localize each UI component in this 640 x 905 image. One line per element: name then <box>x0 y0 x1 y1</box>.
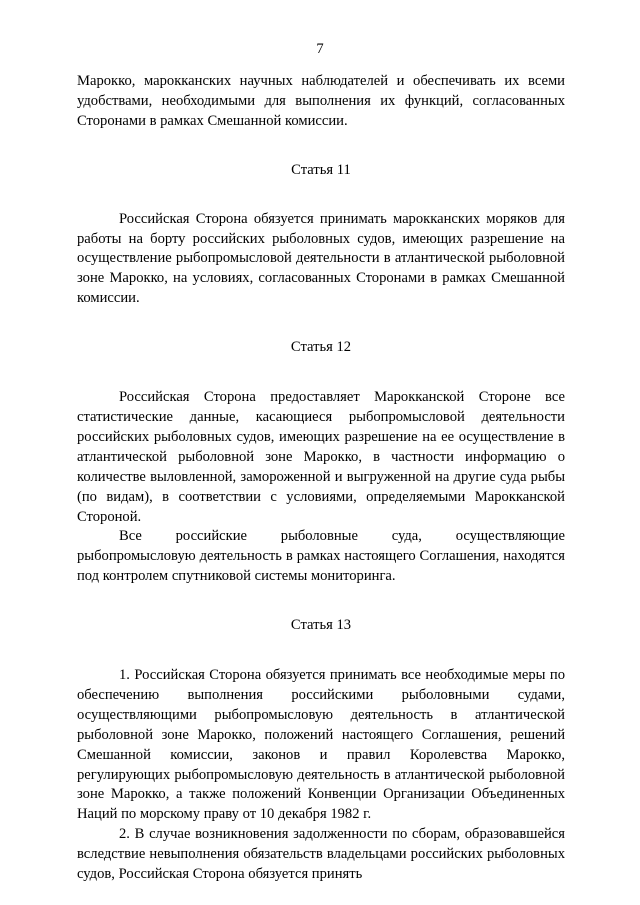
article-11-title: Статья 11 <box>291 161 351 178</box>
article-13-paragraph-1: 1. Российская Сторона обязуется принимать все необходимые меры по обеспечению выполнения российскими рыболовными судами, осуществляющими рыбопромысловую деятельность в атлантической рыболовной зоне Марокко, положений настоящего Соглашения, решений Смешанной комиссии, законов и правил Королевства Марокко, регулирующих рыбопромысловую деятельность в атлантической рыболовной зоне Марокко, а также положений Конвенции Организации Объединенных Наций по морскому праву от 10 декабря 1982 г. <box>77 667 565 823</box>
article-12-paragraph-1: Российская Сторона предоставляет Марокканской Стороне все статистические данные, касающиеся рыбопромысловой деятельности российских рыболовных судов, имеющих разрешение на ее осуществление в атлантической рыболовной зоне Марокко, в частности информацию о количестве выловленной, замороженной и выгруженной на другие суда рыбы (по видам), в соответствии с условиями, определяемыми Марокканской Стороной. <box>77 389 565 525</box>
article-12-title: Статья 12 <box>290 339 352 356</box>
document-body <box>77 72 565 885</box>
article-11-paragraph: Российская Сторона обязуется принимать марокканских моряков для работы на борту российских рыболовных судов, имеющих разрешение на осуществление рыбопромысловой деятельности в атлантической рыболовной зоне Марокко, на условиях, согласованных Сторонами в рамках Смешанной комиссии. <box>77 210 565 307</box>
intro-paragraph: Марокко, марокканских научных наблюдателей и обеспечивать их всеми удобствами, необходимыми для выполнения их функций, согласованных Сторонами в рамках Смешанной комиссии. <box>77 73 565 129</box>
article-13-paragraph-2: 2. В случае возникновения задолженности по сборам, образовавшейся вследствие невыполнения обязательств владельцами российских рыболовных судов, Российская Сторона обязуется принять <box>77 826 565 883</box>
page-number: 7 <box>316 41 324 57</box>
article-12-paragraph-2: Все российские рыболовные суда, осуществляющие рыбопромысловую деятельность в рамках настоящего Соглашения, находятся под контролем спутниковой системы мониторинга. <box>77 528 565 585</box>
article-13-title: Статья 13 <box>290 617 352 634</box>
